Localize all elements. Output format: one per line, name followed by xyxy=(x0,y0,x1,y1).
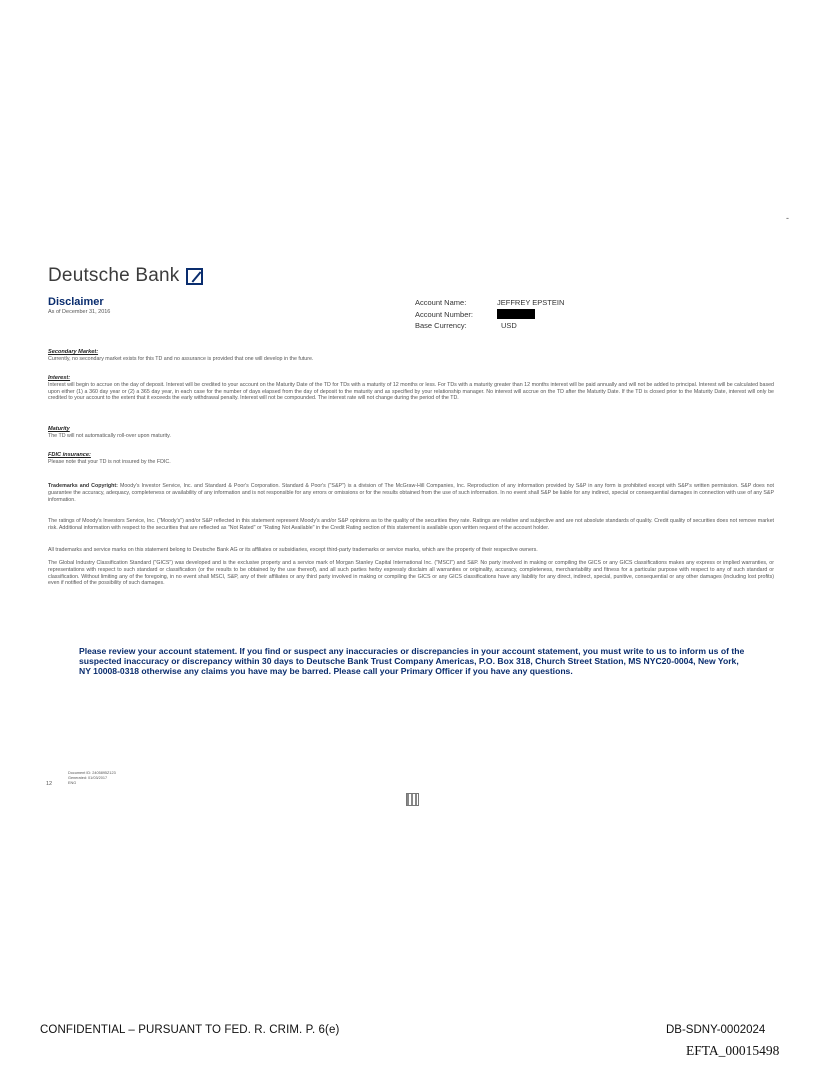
account-name-value: JEFFREY EPSTEIN xyxy=(497,298,565,307)
base-currency-label: Base Currency: xyxy=(415,321,467,330)
bates-number: DB-SDNY-0002024 xyxy=(666,1024,766,1036)
document-id: Document ID: 2405895Z123 xyxy=(68,771,116,775)
section-heading: FDIC insurance: xyxy=(48,452,91,458)
deutsche-bank-logo xyxy=(48,265,203,287)
section-interest xyxy=(48,375,774,402)
trademarks-lead: Trademarks and Copyright: xyxy=(48,483,118,489)
redaction-block xyxy=(497,309,535,319)
section-text: Interest will begin to accrue on the day of deposit. Interest will be credited to your account on the Maturity Date of the TD for TDs with a maturity of 12 months or less. For TDs with a maturity greater than 12 months interest will be paid annually and will not be added to principal. Interest will be calculated based upon either (1) a 360 day year or (2) a 365 day year, in each case for the number of days elapsed from the day of deposit to the maturity and as specified by your relationship manager. No interest will accrue on the TD after the Maturity Date. If the TD is closed prior to the Maturity Date, interest will only be credited to your account to the extent that it exceeds the early withdrawal penalty. Interest will not be compounded. The interest rate will not change during the period of the TD. xyxy=(48,381,774,402)
page-number: 12 xyxy=(46,781,53,787)
account-name-row xyxy=(415,297,564,309)
section-text: Please note that your TD is not insured by the FDIC. xyxy=(48,458,171,465)
slash-square-icon xyxy=(186,268,203,285)
language-code: ENG xyxy=(68,781,77,785)
gics-paragraph: The Global Industry Classification Standard ("GICS") was developed and is the exclusive property and a service mark of Morgan Stanley Capital International Inc. ("MSCI") and S&P. No party involved in making or compiling the GICS or any GICS classifications makes any express or implied warranties, or representations with respect to such standard or classification (or the results to be obtained by the use thereof), and all such parties herby expressly disclaim all warranties or originality, accuracy, completeness, merchantability and fitness for a particular purpose with respect to any of such standard or classification. Without limiting any of the foregoing, in no event shall MSCI, S&P, any of their affiliates or any third party involved in making or compiling the GICS or any GICS classifications have any liability for any direct, indirect, special, punitive, consequential or any other damages (including lost profits) even if notified of the possibility of such damages. xyxy=(48,560,774,587)
section-fdic xyxy=(48,452,774,466)
page-title: Disclaimer xyxy=(48,296,104,308)
section-heading: Secondary Market: xyxy=(48,349,99,355)
base-currency-value: USD xyxy=(501,321,517,330)
stray-mark: - xyxy=(786,213,789,223)
barcode-icon xyxy=(406,793,419,806)
section-text: Currently, no secondary market exists for this TD and no assurance is provided that one will develop in the future. xyxy=(48,355,314,362)
section-secondary-market xyxy=(48,349,774,363)
account-number-row xyxy=(415,309,564,321)
section-heading: Interest: xyxy=(48,375,71,381)
ratings-paragraph: The ratings of Moody's Investors Service, Inc. ("Moody's") and/or S&P reflected in this statement represent Moody's and/or S&P opinions as to the quality of the securities they rate. Ratings are relative and subjective and are not absolute standards of quality. Credit quality of securities does not remove market risk. Additional information with respect to the securities that are reflected as "Not Rated" or "Rating Not Available" in the Credit Rating section of this statement is available upon written request of the account holder. xyxy=(48,518,774,531)
review-notice: Please review your account statement. If you find or suspect any inaccuracies or discrepancies in your account statement, you must write to us to inform us of the suspected inaccuracy or discrepancy within 30 days to Deutsche Bank Trust Company Americas, P.O. Box 318, Church Street Station, MS NYC20-0004, New York, NY 10008-0318 otherwise any claims you have may be barred. Please call your Primary Officer if you have any questions. xyxy=(79,646,745,676)
confidential-stamp: CONFIDENTIAL – PURSUANT TO FED. R. CRIM. P. 6(e) xyxy=(40,1024,340,1036)
trademarks-paragraph xyxy=(48,483,774,503)
generated-date: Generated: 01/03/2017 xyxy=(68,776,108,780)
as-of-date: As of December 31, 2016 xyxy=(48,309,111,315)
efta-number: EFTA_00015498 xyxy=(686,1043,780,1058)
account-number-label: Account Number: xyxy=(415,309,473,319)
document-info xyxy=(68,771,116,786)
brand-name: Deutsche Bank xyxy=(48,265,180,286)
section-maturity xyxy=(48,426,774,440)
base-currency-row xyxy=(415,320,564,332)
account-info xyxy=(415,297,564,332)
trademarks-text: Moody's Investor Service, Inc. and Standard & Poor's Corporation. Standard & Poor's ("S&P") is a division of The McGraw-Hill Companies, Inc. Reproduction of any information provided by S&P in any form is prohibited except with S&P's written permission. S&P does not guarantee the accuracy, adequacy, completeness or availability of any information and is not responsible for any errors or omissions or for the results obtained from the use of such information. In no event shall S&P be liable for any indirect, special or consequential damages in connection with use of any S&P information. xyxy=(48,483,775,503)
section-text: The TD will not automatically roll-over upon maturity. xyxy=(48,432,171,439)
section-heading: Maturity xyxy=(48,426,70,432)
marks-paragraph: All trademarks and service marks on this statement belong to Deutsche Bank AG or its affiliates or subsidiaries, except third-party trademarks or service marks, which are the property of their respective owners. xyxy=(48,547,538,553)
account-name-label: Account Name: xyxy=(415,298,467,307)
